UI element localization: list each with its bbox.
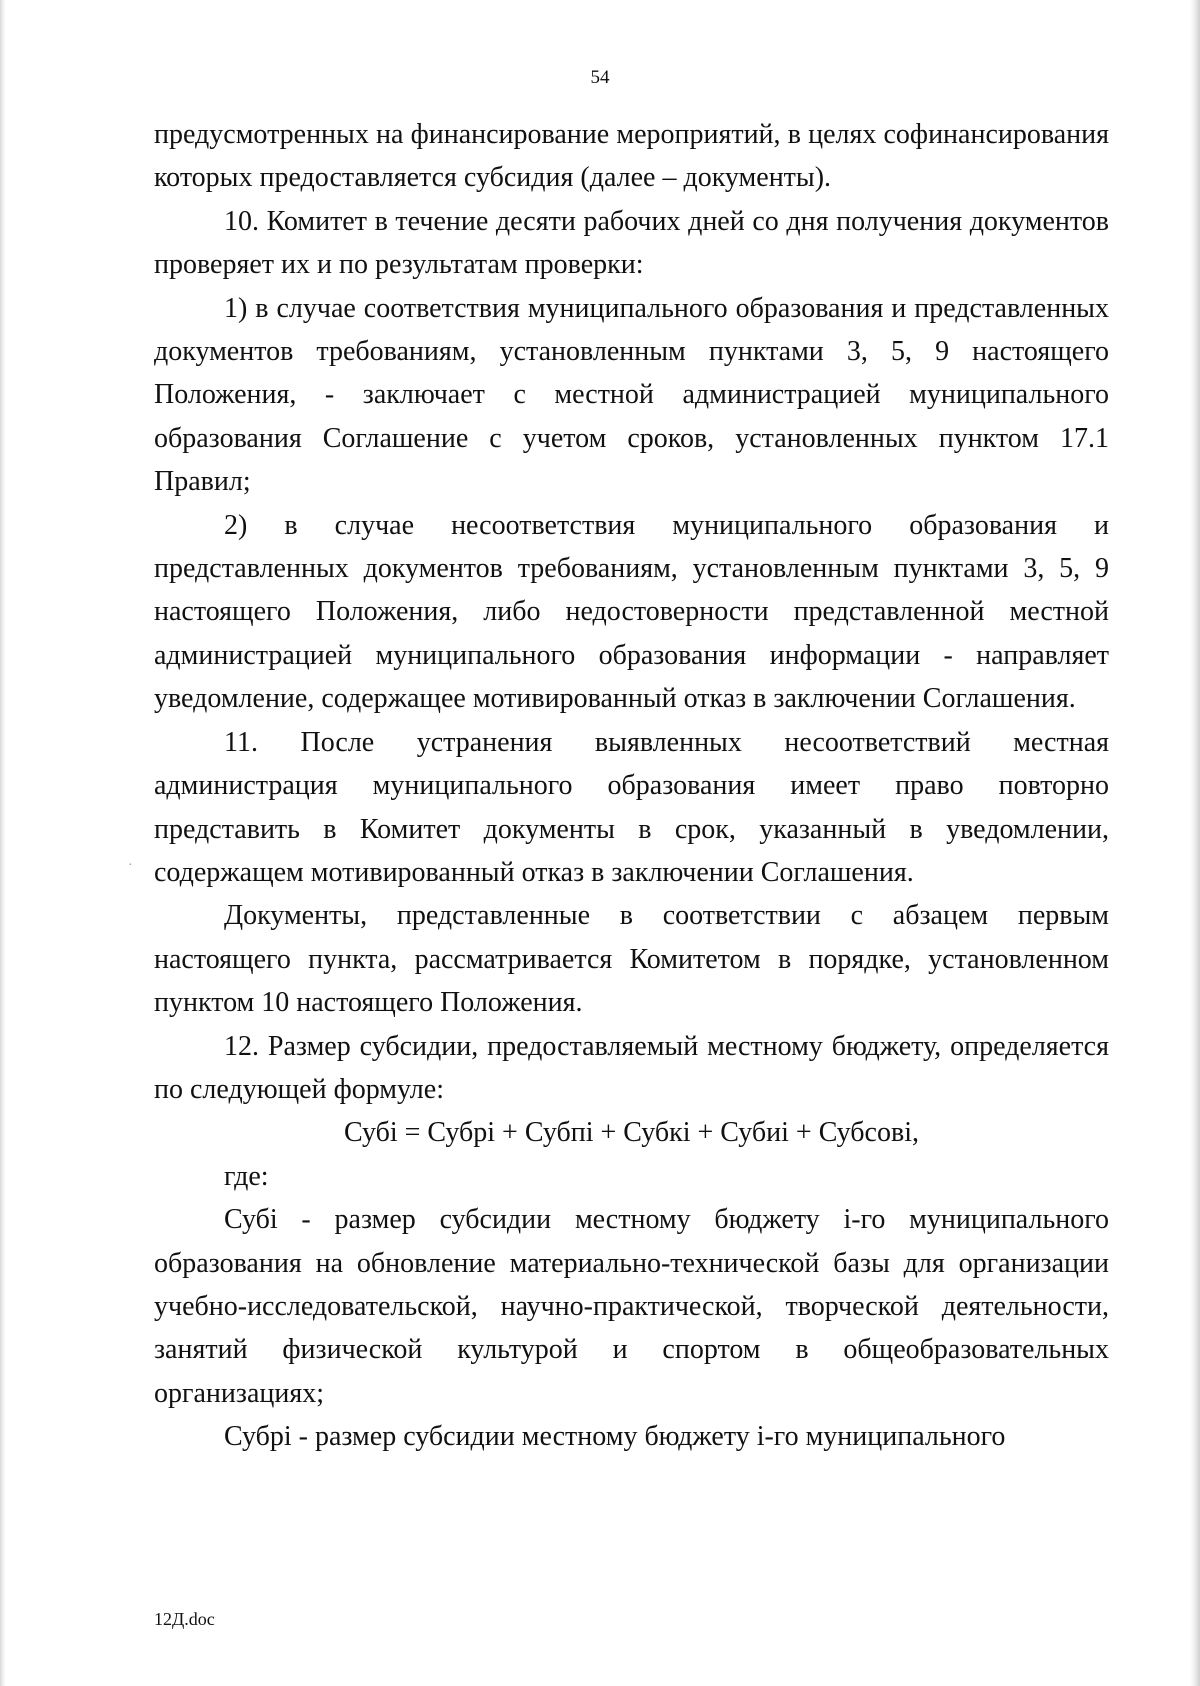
paragraph-where: где:	[224, 1160, 269, 1192]
page-number: 54	[590, 67, 610, 88]
paragraph-item-11: 11. После устранения выявленных несоответствий местная администрация муниципального образования имеет право повторно представить в Комитет документы в срок, указанный в уведомлении, содержащем мотивированный отказ в заключении Соглашения.	[154, 726, 1109, 888]
document-body	[154, 113, 1109, 1459]
footer-filename: 12Д.doc	[154, 1609, 215, 1629]
paragraph-definition-subi: Субі - размер субсидии местному бюджету і-го муниципального образования на обновление материально-технической базы для организации учебно-исследовательской, научно-практической, творческой деятельности, занятий физической культурой и спортом в общеобразовательных организациях;	[154, 1204, 1109, 1409]
paragraph-documents: Документы, представленные в соответствии с абзацем первым настоящего пункта, рассматривается Комитетом в порядке, установленном пунктом 10 настоящего Положения.	[154, 900, 1109, 1019]
paragraph-subitem-2: 2) в случае несоответствия муниципального образования и представленных документов требованиям, установленным пунктами 3, 5, 9 настоящего Положения, либо недостоверности представленной местной администрацией муниципального образования информации - направляет уведомление, содержащее мотивированный отказ в заключении Соглашения.	[154, 509, 1109, 715]
paragraph-definition-subri: Субрі - размер субсидии местному бюджету і-го муниципального	[224, 1421, 1006, 1453]
paragraph-item-12: 12. Размер субсидии, предоставляемый местному бюджету, определяется по следующей формуле:	[154, 1030, 1109, 1105]
scan-edge-right	[1190, 0, 1200, 1686]
margin-mark: ·	[128, 858, 133, 873]
paragraph-item-10: 10. Комитет в течение десяти рабочих дней со дня получения документов проверяет их и по результатам проверки:	[154, 205, 1109, 281]
scan-edge-left	[0, 0, 6, 1686]
paragraph-subitem-1: 1) в случае соответствия муниципального образования и представленных документов требованиям, установленным пунктами 3, 5, 9 настоящего Положения, - заключает с местной администрацией муниципального образования Соглашение с учетом сроков, установленных пунктом 17.1 Правил;	[154, 292, 1109, 498]
formula: Субі = Субрі + Субпі + Субкі + Субиі + Субсовi,	[344, 1117, 919, 1149]
paragraph-continuation: предусмотренных на финансирование мероприятий, в целях софинансирования которых предоставляется субсидия (далее – документы).	[154, 119, 1109, 194]
